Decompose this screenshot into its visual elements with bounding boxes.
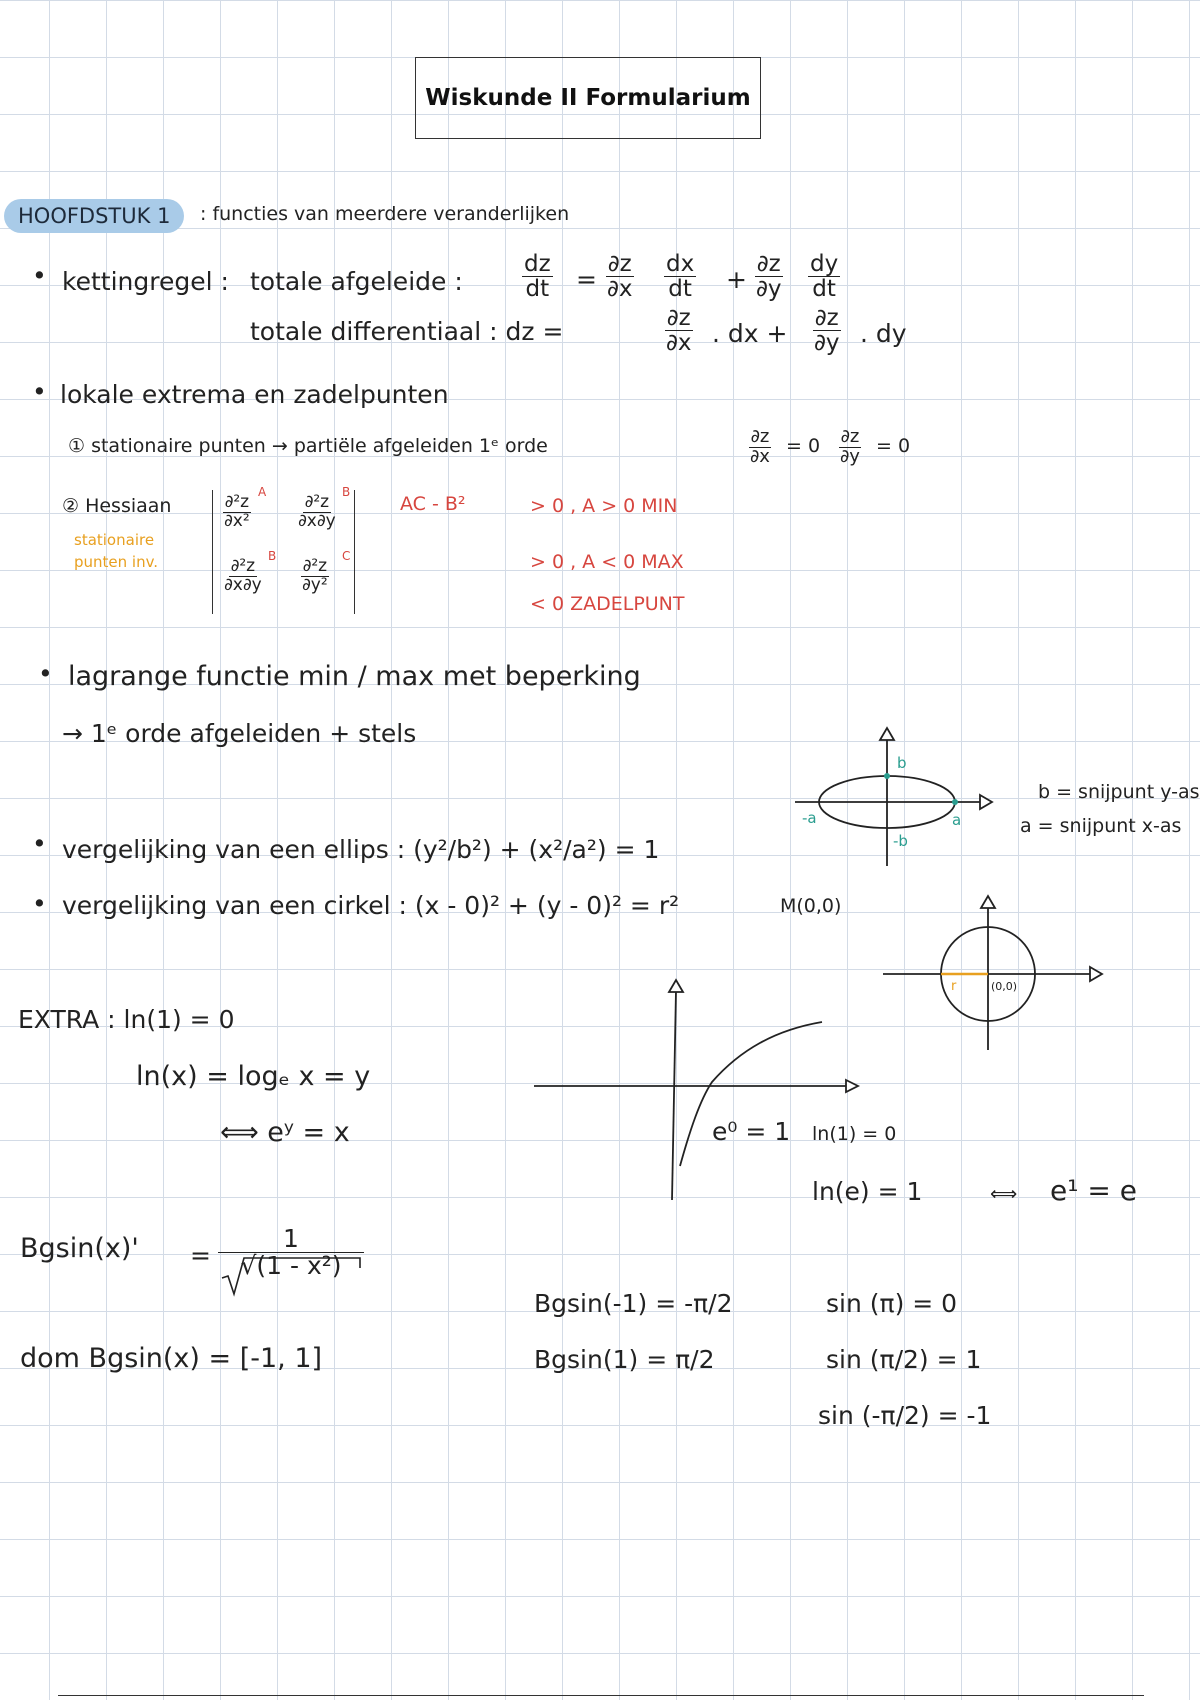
circle-equation: vergelijking van een cirkel : (x - 0)² + (y - 0)² = r² [62,891,680,920]
arrow-icon [669,980,683,992]
fraction-numerator: dz [524,251,551,277]
fraction-denominator: ∂x [750,445,770,467]
chapter-subtitle: : functies van meerdere veranderlijken [200,203,570,225]
fraction-numerator: 1 [218,1226,364,1253]
hessian-step: ② Hessiaan [62,495,172,517]
hessian-tag: B [342,485,351,499]
y-axis [672,990,676,1200]
graph-ln1: ln(1) = 0 [812,1123,897,1145]
extra-ln1: EXTRA : ln(1) = 0 [18,1005,235,1034]
stationary-points-step: ① stationaire punten → partiële afgeleiden 1ᵉ orde [68,435,548,457]
fraction-denominator: ∂y² [302,574,328,595]
fraction-numerator: dy [810,251,839,277]
fraction-denominator: ∂y [840,445,860,467]
total-differential-label: totale differentiaal : dz = [250,317,564,346]
sqrt-icon [222,1258,360,1294]
bgsin-domain: dom Bgsin(x) = [-1, 1] [20,1343,323,1374]
fraction-denominator: dt [812,276,836,303]
page-title: Wiskunde II Formularium [415,57,761,139]
fraction-numerator: ∂z [666,305,691,331]
graph-e0: e⁰ = 1 [712,1117,791,1146]
fraction-numerator: ∂²z [230,556,256,576]
equals-sign: = [190,1241,211,1270]
fraction-numerator: ∂²z [304,492,330,512]
label-neg-a: -a [802,809,817,827]
plus-sign: + [726,265,747,294]
arrow-icon [880,728,894,740]
fraction-denominator: √(1 - x²) [240,1251,342,1281]
stationary-note: punten inv. [74,553,159,571]
differential-term: . dx + [712,319,788,348]
sin-half-pi: sin (π/2) = 1 [826,1345,982,1374]
fraction-numerator: ∂z [814,305,839,331]
hessian-tag: A [258,485,267,499]
label-origin: (0,0) [991,980,1018,993]
bgsin-derivative-lhs: Bgsin(x)' [20,1233,139,1264]
hessian-tag: C [342,549,351,563]
circle-center: M(0,0) [780,895,842,917]
fraction-numerator: dx [666,251,695,277]
graph-lne: ln(e) = 1 [812,1177,923,1206]
fraction-numerator: ∂z [840,426,860,447]
lagrange-detail: → 1ᵉ orde afgeleiden + stels [62,719,417,748]
label-neg-b: -b [893,832,908,850]
equals-sign: = [576,265,597,294]
case-max: > 0 , A < 0 MAX [530,551,684,573]
bgsin-value-positive: Bgsin(1) = π/2 [534,1345,715,1374]
bullet: • [32,377,47,406]
ellipse-vertex-a [952,799,958,805]
bgsin-value-negative: Bgsin(-1) = -π/2 [534,1289,733,1318]
fraction-denominator: dt [525,276,550,303]
fraction-denominator: ∂y [756,276,782,303]
graph-e1: e¹ = e [1050,1174,1137,1207]
fraction-denominator: ∂y [814,330,840,357]
fraction-denominator: ∂x [607,276,633,303]
label-r: r [951,979,957,994]
chapter-badge: HOOFDSTUK 1 [4,199,184,233]
ellipse-note-a: a = snijpunt x-as [1020,815,1182,837]
case-saddle: < 0 ZADELPUNT [530,593,685,615]
fraction-numerator: ∂²z [224,492,250,512]
fraction-denominator: dt [668,276,692,303]
fraction-denominator: ∂x∂y [298,510,336,531]
stationary-note: stationaire [74,531,155,549]
ln-graph [534,980,858,1200]
lagrange-heading: lagrange functie min / max met beperking [68,661,641,692]
circle-sketch [883,896,1102,1050]
label-b: b [897,754,907,772]
bullet: • [38,659,53,688]
differential-term: . dy [860,319,907,348]
chain-rule-label: kettingregel : [62,267,229,296]
bullet: • [32,829,47,858]
case-min: > 0 , A > 0 MIN [530,495,678,517]
fraction-numerator: ∂²z [302,556,328,576]
fraction-denominator: ∂x² [224,510,250,531]
discriminant: AC - B² [400,493,466,515]
arrow-icon [981,896,995,908]
ln-curve [680,1022,822,1166]
fraction-denominator: ∂x∂y [224,574,262,595]
fraction-numerator: ∂z [607,251,632,277]
extra-ln-definition: ln(x) = logₑ x = y [136,1061,371,1092]
page-bottom-rule [58,1695,1144,1696]
fraction-denominator: ∂x [666,330,692,357]
total-derivative-label: totale afgeleide : [250,267,463,296]
sin-neg-half-pi: sin (-π/2) = -1 [818,1401,992,1430]
label-a: a [952,811,962,829]
fraction-numerator: ∂z [756,251,781,277]
arrow-icon [846,1080,858,1092]
equivalence-sign: ⟺ [990,1183,1018,1205]
ellipse-equation: vergelijking van een ellips : (y²/b²) + (x²/a²) = 1 [62,835,660,864]
extra-exponential: ⟺ eʸ = x [220,1117,350,1148]
bullet: • [32,261,47,290]
equals-zero: = 0 [876,435,911,457]
ellipse-note-b: b = snijpunt y-as [1038,781,1200,803]
hessian-tag: B [268,549,277,563]
ellipse-vertex-b [884,773,890,779]
arrow-icon [980,795,992,809]
extrema-heading: lokale extrema en zadelpunten [60,380,449,409]
sin-pi: sin (π) = 0 [826,1289,958,1318]
equals-zero: = 0 [786,435,821,457]
bullet: • [32,889,47,918]
fraction-numerator: ∂z [750,426,770,447]
arrow-icon [1090,967,1102,981]
